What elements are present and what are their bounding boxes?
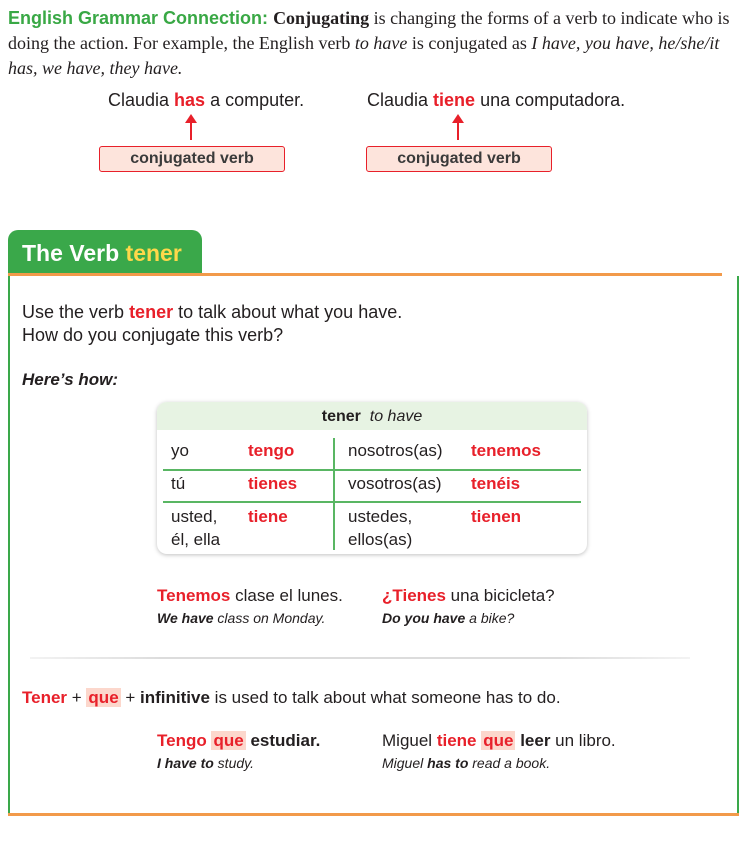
table-form: tienes <box>248 474 298 493</box>
table-form: tienen <box>471 507 522 526</box>
table-pronoun: vosotros(as) <box>348 474 442 493</box>
connection-text-1: is changing the forms of a verb to indicate who is doing the action. For example, the English verb <box>8 8 730 53</box>
table-pronoun: yo <box>171 441 189 460</box>
spanish-conjugated-verb: tiene <box>433 90 476 110</box>
table-pronoun: usted, <box>171 507 218 526</box>
arrow-up-icon <box>190 118 192 140</box>
connection-text-2: is conjugated as <box>407 33 532 53</box>
table-pronoun: nosotros(as) <box>348 441 443 460</box>
table-header: tener to have <box>157 402 587 430</box>
conjugated-verb-label: conjugated verb <box>366 146 552 172</box>
table-pronoun: él, ella <box>171 530 221 549</box>
table-form: tenéis <box>471 474 521 493</box>
connection-forms: I have, you have, he/she/it has, we have, they have. <box>8 33 720 78</box>
example-sentence: Tenemos clase el lunes. We have class on Monday. <box>157 586 343 626</box>
table-form: tiene <box>248 507 288 526</box>
divider <box>30 657 690 659</box>
section-left-border <box>8 276 10 814</box>
example-sentence: ¿Tienes una bicicleta? Do you have a bike? <box>382 586 555 626</box>
section-top-border <box>8 273 722 276</box>
conjugated-verb-label: conjugated verb <box>99 146 285 172</box>
table-pronoun: ustedes, <box>348 507 413 526</box>
table-form: tenemos <box>471 441 541 460</box>
connection-verb: to have <box>354 33 408 53</box>
intro-line-2: How do you conjugate this verb? <box>22 325 284 345</box>
section-bottom-border <box>8 813 739 816</box>
arrow-up-icon <box>457 118 459 140</box>
grammar-connection <box>8 6 738 81</box>
heres-how-label: Here’s how: <box>22 370 119 389</box>
english-conjugated-verb: has <box>174 90 206 110</box>
table-pronoun: tú <box>171 474 186 493</box>
table-form: tengo <box>248 441 295 460</box>
example-sentence: Tengo que estudiar. I have to study. <box>157 731 321 771</box>
table-pronoun: ellos(as) <box>348 530 413 549</box>
connection-term: Conjugating <box>273 8 370 28</box>
section-title: The Verb tener <box>8 230 202 274</box>
conjugation-table <box>157 402 587 554</box>
tener-que-rule: Tener + que + infinitive is used to talk about what someone has to do. <box>22 688 561 707</box>
english-example: Claudia has a computer. <box>108 90 305 110</box>
intro-line-1: Use the verb tener to talk about what you have. <box>22 302 403 322</box>
connection-lead: English Grammar Connection: <box>8 8 269 28</box>
spanish-example: Claudia tiene una computadora. <box>367 90 626 110</box>
example-sentence: Miguel tiene que leer un libro. Miguel has to read a book. <box>382 731 616 771</box>
section-right-border <box>737 276 739 814</box>
